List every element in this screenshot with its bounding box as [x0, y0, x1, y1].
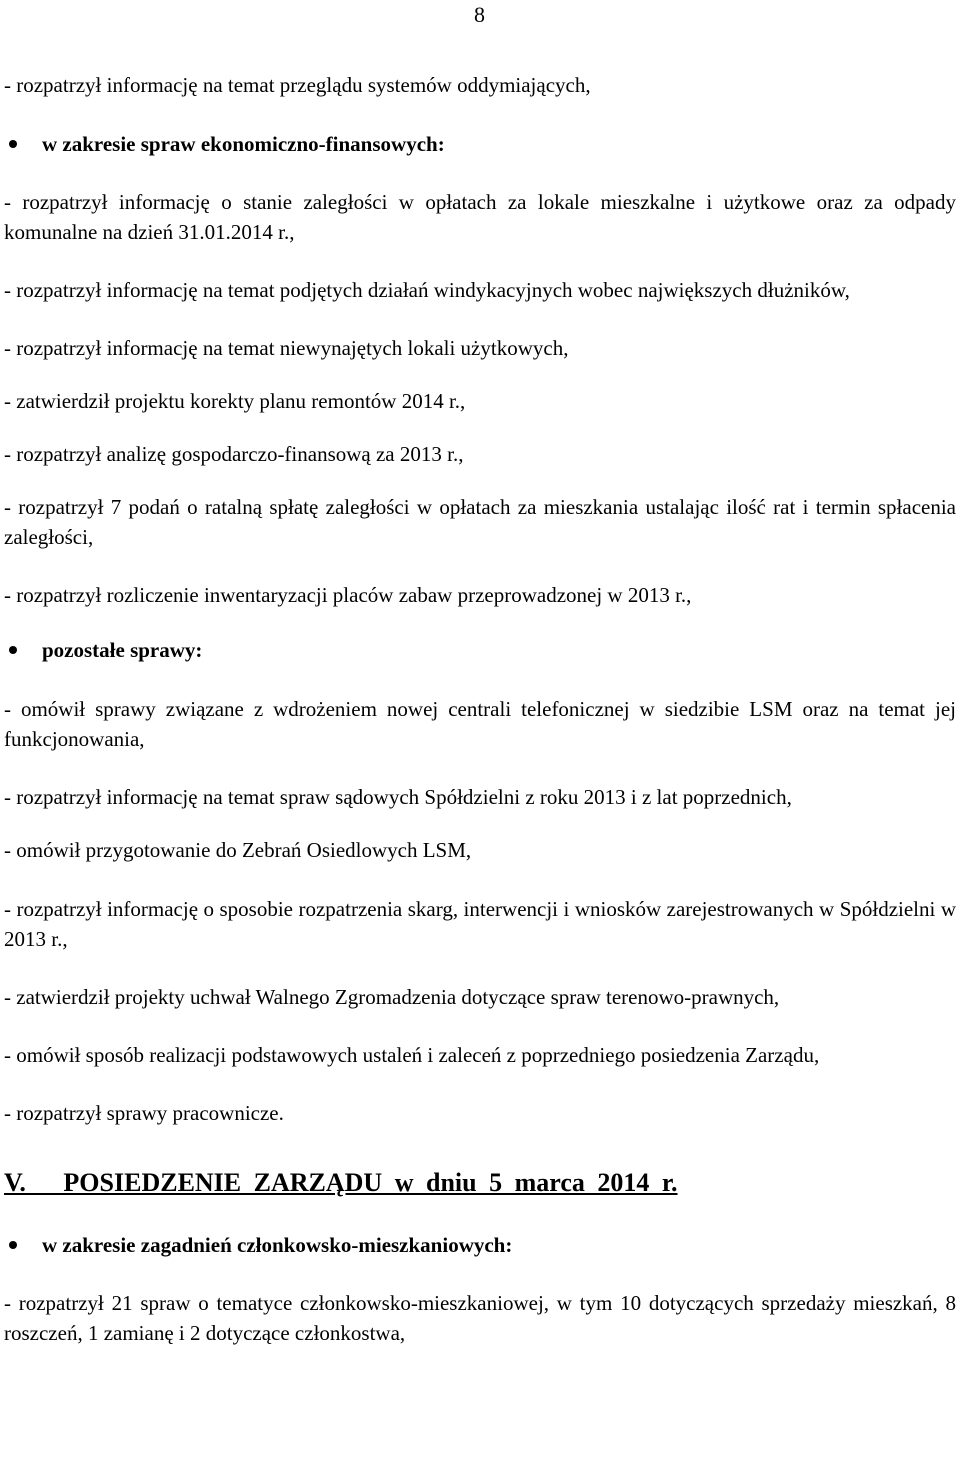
paragraph-staff-matters: - rozpatrzył sprawy pracownicze.	[4, 1101, 284, 1125]
bullet-heading-economic: w zakresie spraw ekonomiczno-finansowych:	[4, 129, 956, 159]
paragraph-financial-analysis: - rozpatrzył analizę gospodarczo-finansową za 2013 r.,	[4, 442, 464, 466]
paragraph-playground-inventory: - rozpatrzył rozliczenie inwentaryzacji placów zabaw przeprowadzonej w 2013 r.,	[4, 583, 692, 607]
paragraph-phone-system: - omówił sprawy związane z wdrożeniem nowej centrali telefonicznej w siedzibie LSM oraz na temat jej funkcjonowania,	[4, 697, 956, 751]
document-body	[4, 70, 956, 1348]
paragraph-installment-requests: - rozpatrzył 7 podań o ratalną spłatę zaległości w opłatach za mieszkania ustalając ilość rat i termin spłacenia zaległości,	[4, 495, 956, 549]
section-heading-v: V. POSIEDZENIE ZARZĄDU w dniu 5 marca 2014 r.	[4, 1168, 678, 1197]
paragraph-resolution-drafts: - zatwierdził projekty uchwał Walnego Zgromadzenia dotyczące spraw terenowo-prawnych,	[4, 985, 780, 1009]
paragraph-membership-cases: - rozpatrzył 21 spraw o tematyce członkowsko-mieszkaniowej, w tym 10 dotyczących sprzedaży mieszkań, 8 roszczeń, 1 zamianę i 2 dotyczące członkostwa,	[4, 1291, 956, 1345]
paragraph-court-cases: - rozpatrzył informację na temat spraw sądowych Spółdzielni z roku 2013 i z lat poprzednich,	[4, 785, 792, 809]
paragraph-debt-collection: - rozpatrzył informację na temat podjętych działań windykacyjnych wobec największych dłużników,	[4, 278, 850, 302]
paragraph-smoke-systems: - rozpatrzył informację na temat przeglądu systemów oddymiających,	[4, 73, 591, 97]
paragraph-estate-meetings: - omówił przygotowanie do Zebrań Osiedlowych LSM,	[4, 838, 472, 862]
bullet-heading-membership: w zakresie zagadnień członkowsko-mieszkaniowych:	[4, 1230, 956, 1260]
paragraph-unrented-premises: - rozpatrzył informację na temat niewynajętych lokali użytkowych,	[4, 336, 569, 360]
paragraph-renovation-plan: - zatwierdził projektu korekty planu remontów 2014 r.,	[4, 389, 466, 413]
page-number: 8	[474, 2, 485, 27]
paragraph-complaints: - rozpatrzył informację o sposobie rozpatrzenia skarg, interwencji i wniosków zarejestrowanych w Spółdzielni w 2013 r.,	[4, 897, 956, 951]
paragraph-arrears-info: - rozpatrzył informację o stanie zaległości w opłatach za lokale mieszkalne i użytkowe oraz za odpady komunalne na dzień 31.01.2014 r.,	[4, 190, 956, 244]
paragraph-previous-recommendations: - omówił sposób realizacji podstawowych ustaleń i zaleceń z poprzedniego posiedzenia Zarządu,	[4, 1043, 820, 1067]
bullet-heading-other: pozostałe sprawy:	[4, 635, 956, 665]
